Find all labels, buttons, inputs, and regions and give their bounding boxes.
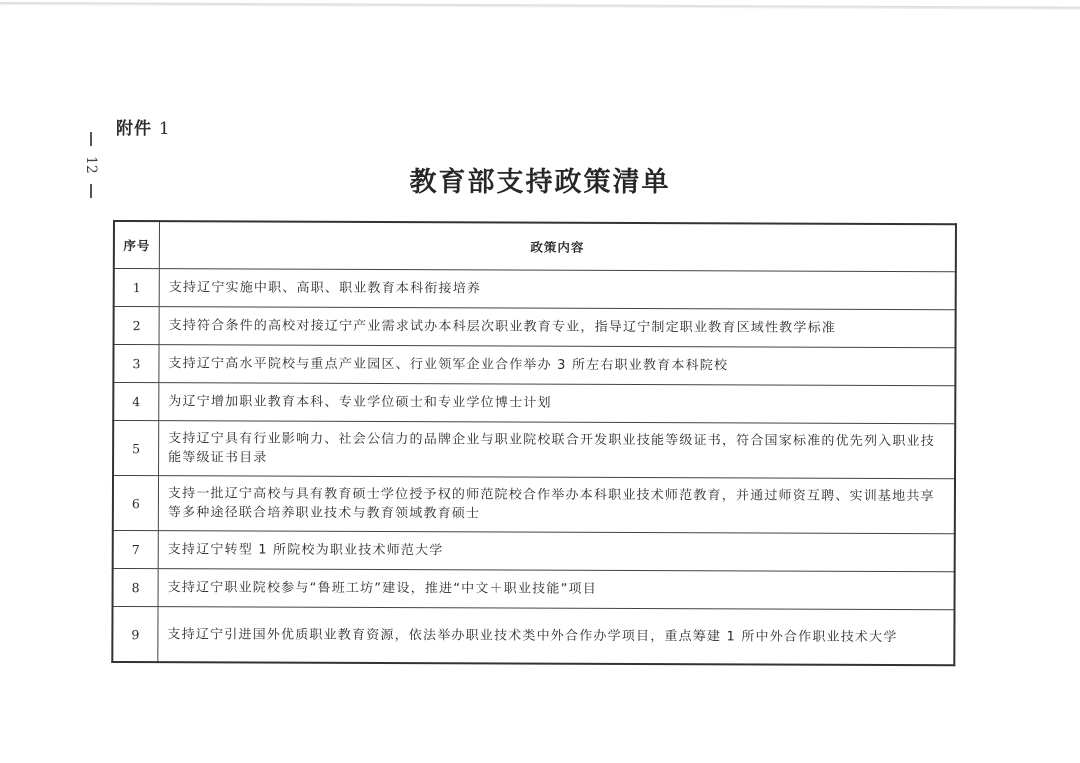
policy-table	[111, 220, 957, 666]
page-number-value: 12	[83, 156, 99, 174]
row-number: 1	[114, 269, 160, 307]
page-number-dash-top	[90, 132, 92, 146]
page-top-edge	[0, 2, 1080, 10]
table-row	[113, 569, 955, 610]
row-number: 3	[113, 345, 159, 383]
row-number: 9	[112, 607, 158, 663]
table-row	[113, 476, 955, 534]
row-content: 支持符合条件的高校对接辽宁产业需求试办本科层次职业教育专业，指导辽宁制定职业教育区域性教学标准	[159, 307, 956, 348]
attachment-number: 1	[158, 119, 171, 139]
row-number: 4	[113, 383, 159, 421]
table-row	[113, 383, 955, 424]
table-row	[113, 345, 955, 386]
header-policy-content: 政策内容	[159, 221, 956, 272]
table-row	[114, 269, 956, 310]
row-content: 支持辽宁具有行业影响力、社会公信力的品牌企业与职业院校联合开发职业技能等级证书，符合国家标准的优先列入职业技能等级证书目录	[159, 421, 956, 479]
table-row	[114, 307, 956, 348]
row-content: 支持辽宁高水平院校与重点产业园区、行业领军企业合作举办 3 所左右职业教育本科院校	[159, 345, 956, 386]
row-content: 支持一批辽宁高校与具有教育硕士学位授予权的师范院校合作举办本科职业技术师范教育，并通过师资互聘、实训基地共享等多种途径联合培养职业技术与教育领域教育硕士	[158, 476, 955, 534]
policy-table-container	[111, 220, 957, 666]
table-row	[113, 421, 955, 479]
row-number: 2	[114, 307, 160, 345]
document-title: 教育部支持政策清单	[409, 167, 671, 198]
attachment-label	[116, 114, 171, 139]
row-number: 7	[113, 531, 159, 569]
table-row	[113, 531, 955, 572]
row-content: 为辽宁增加职业教育本科、专业学位硕士和专业学位博士计划	[159, 383, 956, 424]
row-number: 5	[113, 421, 159, 476]
row-content: 支持辽宁转型 1 所院校为职业技术师范大学	[158, 531, 955, 572]
row-content: 支持辽宁引进国外优质职业教育资源，依法举办职业技术类中外合作办学项目，重点筹建 1 所中外合作职业技术大学	[158, 607, 955, 666]
header-serial-number: 序号	[114, 221, 160, 269]
table-header-row	[114, 221, 956, 272]
attachment-label-text: 附件	[116, 119, 152, 139]
row-number: 6	[113, 476, 159, 531]
row-content: 支持辽宁实施中职、高职、职业教育本科衔接培养	[159, 269, 956, 310]
row-number: 8	[113, 569, 159, 607]
table-row	[112, 607, 954, 666]
row-content: 支持辽宁职业院校参与“鲁班工坊”建设，推进“中文＋职业技能”项目	[158, 569, 955, 610]
